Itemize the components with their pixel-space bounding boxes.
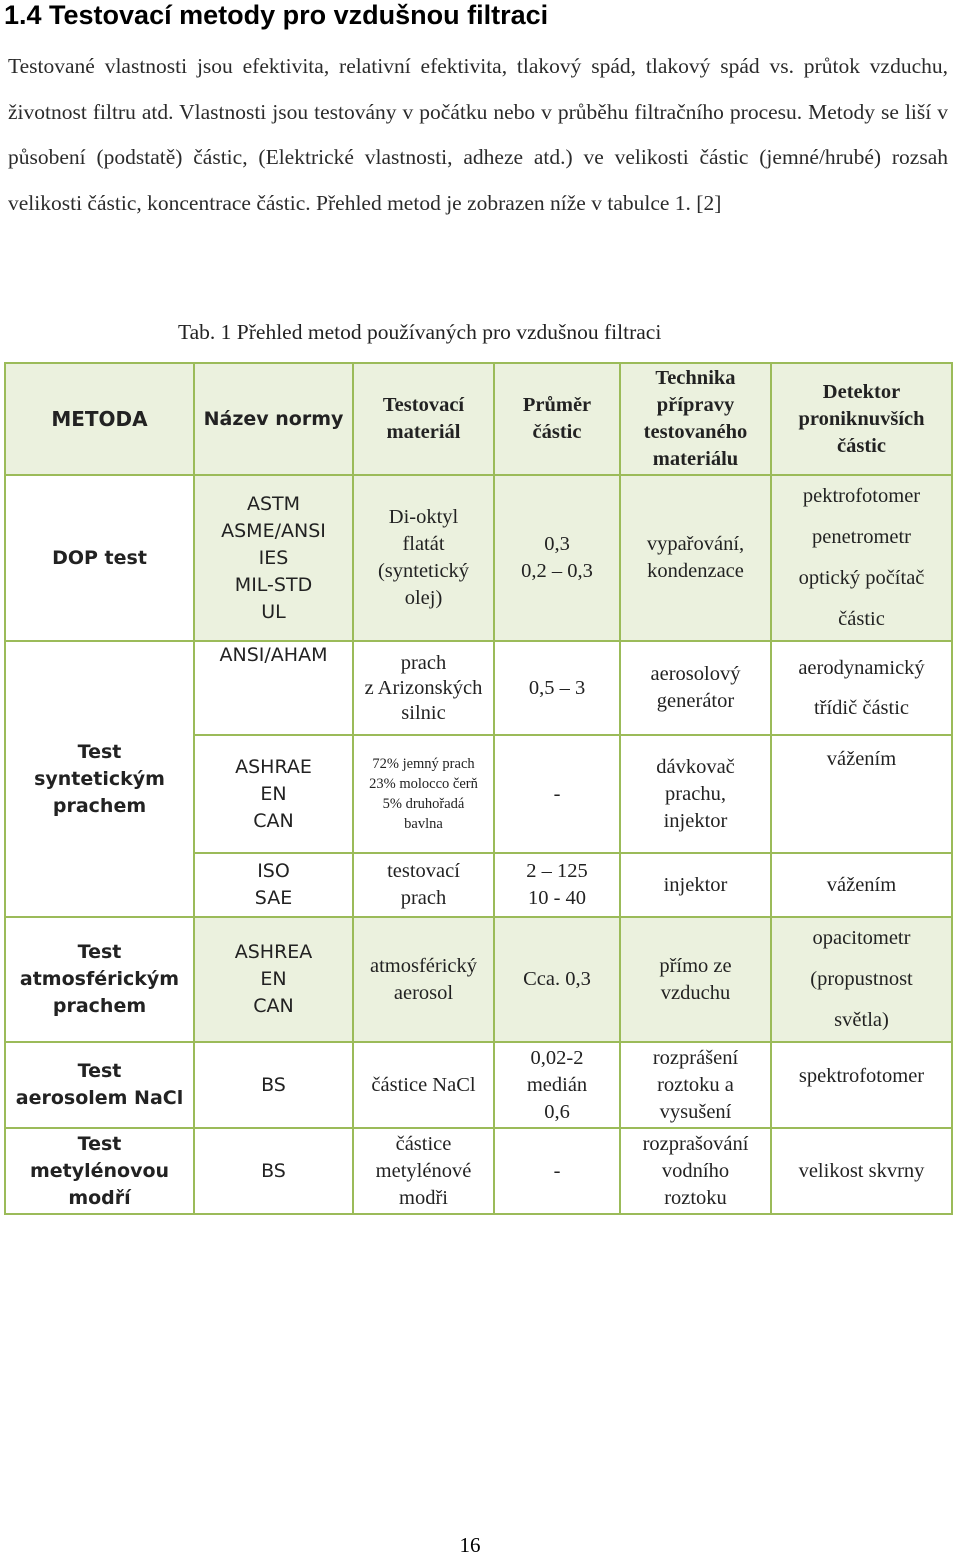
cell-line: Průměr: [522, 394, 592, 416]
atmo-detektor: [771, 917, 952, 1042]
cell-line: vážením: [826, 873, 897, 896]
cell-line: 10 - 40: [527, 887, 587, 909]
synth-r1-material: [353, 641, 494, 735]
cell-line: ANSI/AHAM: [219, 644, 328, 666]
cell-line: 0,3: [544, 533, 570, 555]
cell-line: bavlna: [404, 816, 443, 832]
cell-line: přípravy: [656, 394, 735, 416]
header-material: [353, 363, 494, 475]
mb-technika: [620, 1128, 771, 1214]
synth-r3-technika: [620, 853, 771, 917]
cell-line: Test: [77, 1132, 122, 1155]
cell-line: DOP test: [52, 546, 147, 569]
cell-line: CAN: [253, 995, 294, 1017]
cell-line: ASHRAE: [235, 755, 312, 778]
cell-line: spektrofotomer: [798, 1065, 925, 1087]
cell-line: CAN: [253, 809, 294, 832]
cell-line: 72% jemný prach: [372, 756, 475, 772]
cell-line: materiálu: [652, 448, 739, 470]
mb-norma: [194, 1128, 353, 1214]
cell-line: materiál: [386, 421, 461, 443]
cell-line: 0,2 – 0,3: [521, 560, 593, 582]
cell-line: testovací: [387, 860, 460, 882]
cell-line: Test: [77, 740, 122, 763]
header-prumer: [494, 363, 620, 475]
cell-line: Technika: [655, 367, 736, 389]
synth-r2-norma: [194, 735, 353, 853]
cell-line: Testovací: [382, 394, 465, 416]
cell-line: aerosolový: [650, 663, 741, 685]
cell-line: 2 – 125: [526, 860, 588, 882]
cell-line: SAE: [254, 887, 293, 909]
cell-line: Cca. 0,3: [523, 968, 591, 990]
cell-line: vysušení: [659, 1100, 732, 1123]
cell-line: prach: [400, 651, 447, 674]
synth-r3-material: [353, 853, 494, 917]
cell-line: ASHREA: [234, 941, 313, 963]
synth-r3-norma: [194, 853, 353, 917]
cell-line: přímo ze: [659, 954, 732, 977]
cell-line: medián: [526, 1073, 588, 1096]
cell-line: Detektor: [822, 380, 901, 403]
cell-line: 23% molocco čerň: [369, 776, 478, 792]
cell-line: aerosol: [393, 981, 454, 1004]
dop-norma: [194, 475, 353, 641]
cell-line: BS: [261, 1073, 286, 1096]
table-caption: Tab. 1 Přehled metod používaných pro vzdušnou filtraci: [178, 320, 662, 344]
synth-r1-prumer: [494, 641, 620, 735]
cell-line: optický počítač: [798, 567, 925, 589]
atmo-prumer: [494, 917, 620, 1042]
page-number: 16: [459, 1533, 481, 1557]
dop-detektor: [771, 475, 952, 641]
cell-line: částice: [395, 1132, 452, 1155]
header-norma: [194, 363, 353, 475]
cell-line: -: [553, 1159, 561, 1182]
mb-metoda: [5, 1128, 194, 1214]
cell-line: (propustnost: [810, 968, 913, 990]
cell-line: vážením: [826, 748, 897, 770]
cell-line: modři: [399, 1186, 448, 1209]
nacl-metoda: [5, 1042, 194, 1128]
mb-detektor: [771, 1128, 952, 1214]
cell-line: částic: [838, 608, 885, 630]
header-technika: [620, 363, 771, 475]
methods-table: [4, 362, 953, 1215]
cell-line: testovaného: [643, 421, 748, 443]
section-heading: 1.4 Testovací metody pro vzdušnou filtraci: [4, 0, 549, 30]
cell-line: METODA: [51, 406, 148, 431]
cell-line: ASTM: [246, 492, 301, 515]
cell-line: MIL-STD: [234, 573, 313, 596]
dop-technika: [620, 475, 771, 641]
cell-line: ASME/ANSI: [221, 519, 326, 542]
synth-r2-prumer: [494, 735, 620, 853]
cell-line: pektrofotomer: [802, 485, 921, 507]
cell-line: částice NaCl: [371, 1073, 476, 1096]
synth-r1-detektor: [771, 641, 952, 735]
synth-r2-material: [353, 735, 494, 853]
mb-prumer: [494, 1128, 620, 1214]
cell-line: Test: [77, 1060, 122, 1082]
cell-line: velikost skvrny: [798, 1159, 925, 1182]
synth-r2-technika: [620, 735, 771, 853]
cell-line: EN: [260, 968, 287, 990]
nacl-norma: [194, 1042, 353, 1128]
cell-line: Di-oktyl: [388, 506, 459, 528]
atmo-metoda: [5, 917, 194, 1042]
cell-line: světla): [834, 1009, 889, 1031]
cell-line: aerosolem NaCl: [15, 1087, 184, 1109]
header-detektor: [771, 363, 952, 475]
synth-r2-detektor: [771, 735, 952, 853]
nacl-technika: [620, 1042, 771, 1128]
cell-line: flatát: [402, 533, 445, 555]
cell-line: injektor: [663, 809, 728, 832]
cell-line: prachu,: [665, 782, 726, 805]
cell-line: aerodynamický: [798, 657, 925, 679]
dop-prumer: [494, 475, 620, 641]
atmo-material: [353, 917, 494, 1042]
synth-metoda: [5, 641, 194, 917]
cell-line: olej): [404, 587, 443, 609]
dop-metoda: [5, 475, 194, 641]
cell-line: prachem: [52, 995, 147, 1017]
cell-line: prachem: [52, 794, 147, 817]
synth-r1-technika: [620, 641, 771, 735]
cell-line: částic: [532, 421, 582, 443]
cell-line: vzduchu: [660, 981, 731, 1004]
cell-line: metylénovou: [29, 1159, 170, 1182]
cell-line: roztoku a: [657, 1073, 734, 1096]
dop-material: [353, 475, 494, 641]
cell-line: 5% druhořadá: [382, 796, 465, 812]
atmo-norma: [194, 917, 353, 1042]
nacl-detektor: [771, 1042, 952, 1128]
nacl-material: [353, 1042, 494, 1128]
synth-r3-prumer: [494, 853, 620, 917]
cell-line: BS: [261, 1159, 286, 1182]
cell-line: opacitometr: [812, 927, 911, 949]
cell-line: IES: [258, 546, 289, 569]
cell-line: Název normy: [203, 407, 344, 430]
nacl-prumer: [494, 1042, 620, 1128]
cell-line: ISO: [257, 860, 290, 882]
cell-line: dávkovač: [656, 755, 735, 778]
cell-line: třídič částic: [813, 697, 910, 719]
cell-line: z Arizonských: [364, 676, 483, 699]
cell-line: EN: [260, 782, 287, 805]
cell-line: rozprašování: [642, 1132, 749, 1155]
cell-line: silnic: [401, 701, 446, 724]
cell-line: prach: [400, 887, 447, 909]
cell-line: vypařování,: [646, 533, 745, 555]
cell-line: 0,5 – 3: [528, 676, 586, 699]
cell-line: injektor: [663, 873, 728, 896]
cell-line: penetrometr: [811, 526, 912, 548]
cell-line: syntetickým: [34, 767, 165, 790]
atmo-technika: [620, 917, 771, 1042]
cell-line: kondenzace: [647, 560, 744, 582]
cell-line: částic: [837, 434, 886, 457]
cell-line: Test: [77, 941, 122, 963]
intro-paragraph: Testované vlastnosti jsou efektivita, relativní efektivita, tlakový spád, tlakový spád vs. průtok vzduchu, životnost filtru atd. Vlastnosti jsou testovány v počátku nebo v průběhu filtračního procesu. Metody se liší v působení (podstatě) částic, (Elektrické vlastnosti, adheze atd.) ve velikosti částic (jemné/hrubé) rozsah velikosti částic, koncentrace částic. Přehled metod je zobrazen níže v tabulce 1. [2]: [8, 54, 948, 215]
cell-line: 0,6: [544, 1100, 570, 1123]
cell-line: roztoku: [664, 1186, 727, 1209]
cell-line: (syntetický: [377, 560, 470, 582]
cell-line: 0,02-2: [530, 1046, 584, 1069]
cell-line: vodního: [661, 1159, 730, 1182]
cell-line: atmosférický: [369, 954, 477, 977]
mb-material: [353, 1128, 494, 1214]
synth-r1-norma: [194, 641, 353, 735]
cell-line: UL: [261, 600, 286, 623]
cell-line: generátor: [656, 690, 735, 712]
header-metoda: [5, 363, 194, 475]
cell-line: atmosférickým: [19, 968, 180, 990]
cell-line: metylénové: [375, 1159, 472, 1182]
cell-line: rozprášení: [652, 1046, 739, 1069]
cell-line: -: [553, 782, 561, 805]
synth-r3-detektor: [771, 853, 952, 917]
cell-line: modří: [68, 1186, 131, 1209]
cell-line: proniknuvších: [798, 407, 925, 430]
